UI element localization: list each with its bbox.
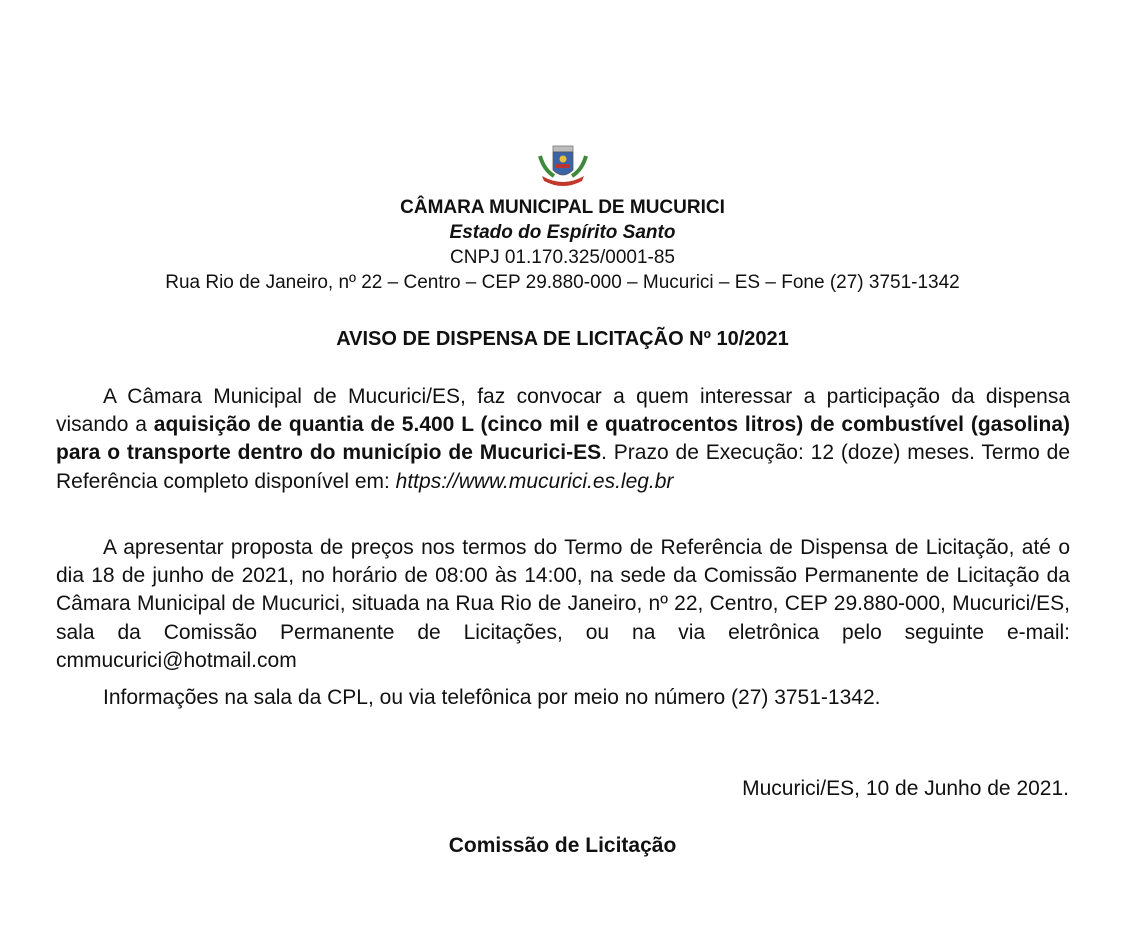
coat-of-arms-icon [536, 144, 590, 190]
cnpj: CNPJ 01.170.325/0001-85 [450, 247, 675, 268]
signature: Comissão de Licitação [448, 834, 677, 857]
p1-intro: A Câmara Municipal de Mucurici/ES, faz convocar a quem interessar a participação da dispensa visando a [56, 385, 1070, 437]
institution-name: CÂMARA MUNICIPAL DE MUCURICI [400, 197, 725, 218]
reference-link[interactable]: https://www.mucurici.es.leg.br [395, 469, 674, 493]
p3-text: Informações na sala da CPL, ou via telefônica por meio no número (27) 3751-1342. [103, 686, 881, 709]
date-line: Mucurici/ES, 10 de Junho de 2021. [742, 777, 1069, 800]
paragraph-info [56, 684, 1070, 712]
paragraph-object [56, 383, 1070, 496]
state-name: Estado do Espírito Santo [449, 222, 676, 243]
paragraph-proposal [56, 534, 1070, 675]
p2-text: A apresentar proposta de preços nos termos do Termo de Referência de Dispensa de Licitação, até o dia 18 de junho de 2021, no horário de 08:00 às 14:00, na sede da Comissão Permanente de Licitação da Câmara Municipal de Mucurici, situada na Rua Rio de Janeiro, nº 22, Centro, CEP 29.880-000, Mucurici/ES, sala da Comissão Permanente de Licitações, ou na via eletrônica pelo seguinte e-mail: cmmucurici@hotmail.com [56, 536, 1070, 672]
address: Rua Rio de Janeiro, nº 22 – Centro – CEP 29.880-000 – Mucurici – ES – Fone (27) 3751-1342 [165, 272, 960, 293]
notice-title: AVISO DE DISPENSA DE LICITAÇÃO Nº 10/2021 [336, 328, 789, 350]
p1-bold-object: aquisição de quantia de 5.400 L (cinco mil e quatrocentos litros) de combustível (gasolina) para o transporte dentro do município de Mucurici-ES [56, 413, 1071, 465]
p1-rest: . Prazo de Execução: 12 (doze) meses. Termo de Referência completo disponível em: [56, 441, 1070, 493]
